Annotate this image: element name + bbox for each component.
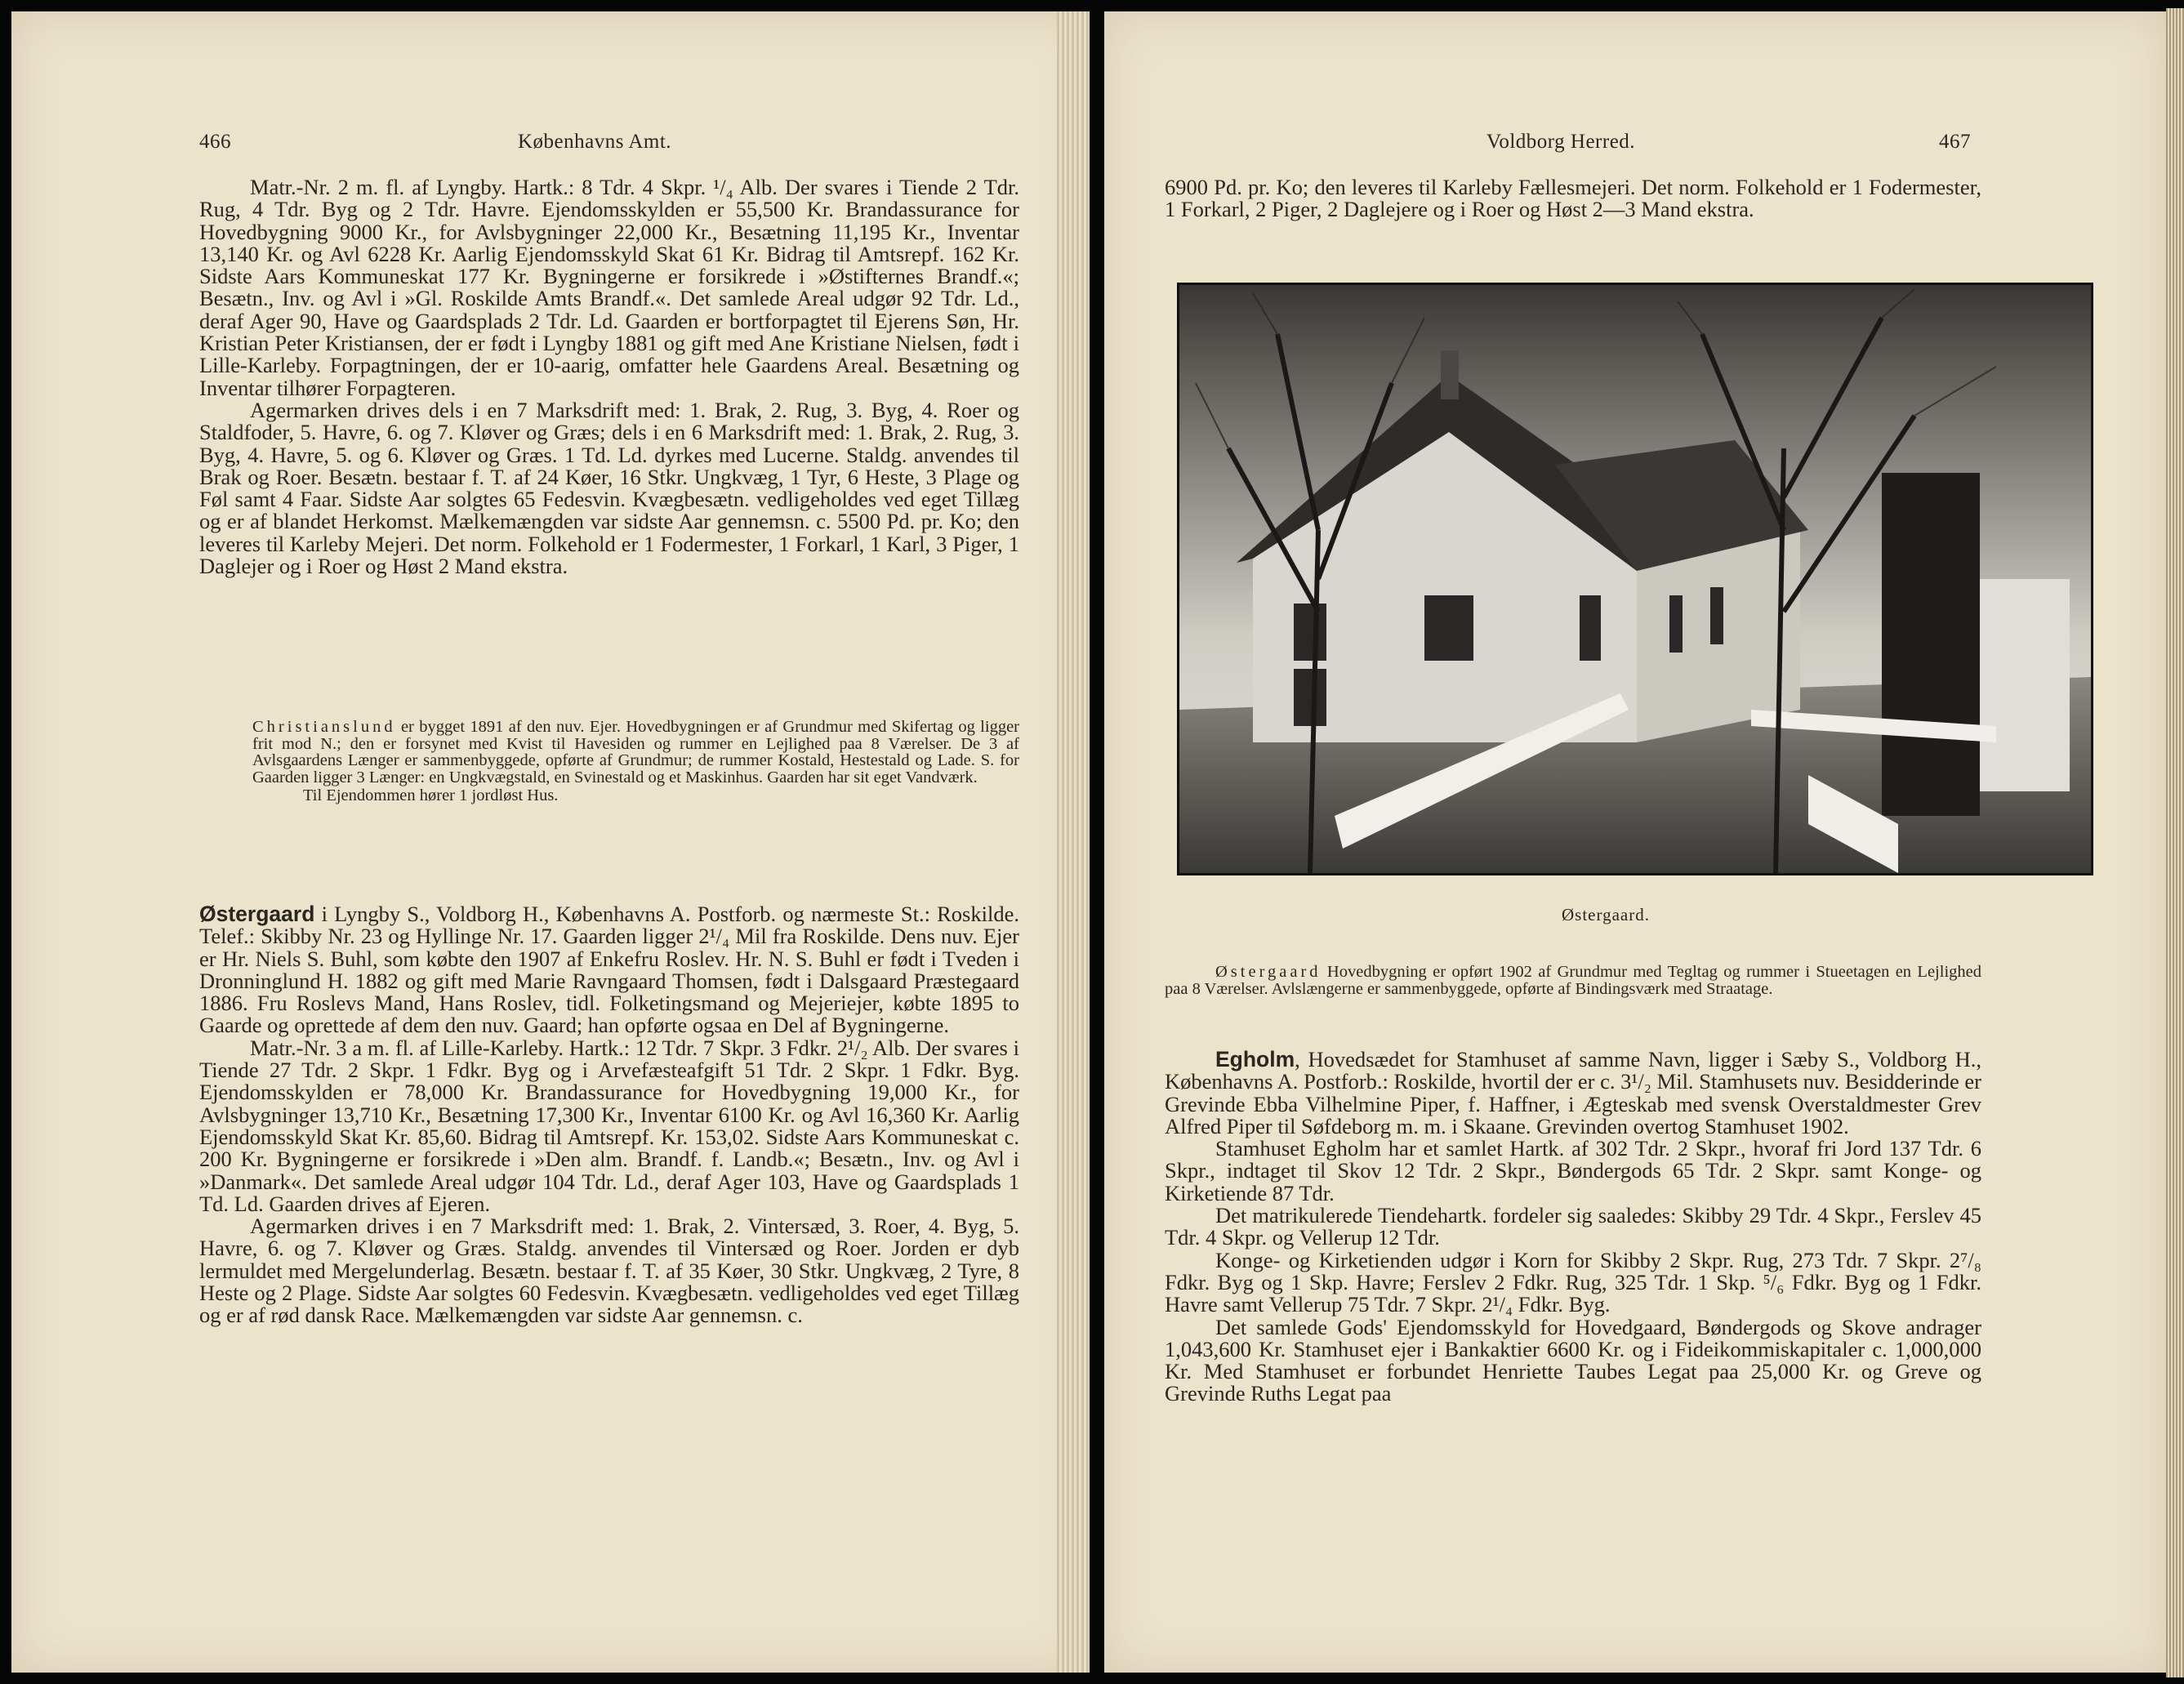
paragraph: i Lyngby S., Voldborg H., Københavns A. Postforb. og nærmeste St.: Roskilde. Telef.: Skibby Nr. 23 og Hyllinge Nr. 17. Gaarden ligger 2¹/₄ Mil fra Roskilde. Dens nuv. Ejer er Hr. Niels S. Buhl, som købte den 1907 af Enkefru Roslev. Hr. N. S. Buhl er født i Tveden i Dronninglund H. 1882 og gift med Marie Ravngaard Thomsen, født i Dalsgaard Præstegaard 1886. Fru Roslevs Mand, Hans Roslev, tidl. Folketingsmand og Mejeriejer, købte 1895 to Gaarde og oprettede af dem den nuv. Gaard; han opførte ogsaa en Del af Bygningerne. [199, 902, 1019, 1038]
right-page [1104, 11, 2166, 1673]
small-text: Hovedbygning er opført 1902 af Grundmur med Tegltag og rummer i Stueetagen en Lejlighed paa 8 Værelser. Avlslængerne er sammenbyggede, opførte af Bindingsværk med Straatage. [1165, 963, 1981, 998]
running-head: Voldborg Herred. [1486, 131, 1636, 153]
body-text-2 [199, 903, 1019, 1327]
paragraph: Agermarken drives dels i en 7 Marksdrift med: 1. Brak, 2. Rug, 3. Byg, 4. Roer og Staldfoder, 5. Havre, 6. og 7. Kløver og Græs; dels i en 6 Marksdrift med: 1. Brak, 2. Rug, 3. Byg, 4. Havre, 5. og 6. Kløver og Græs. 1 Td. Ld. dyrkes med Lucerne. Staldg. anvendes til Brak og Roer. Besætn. bestaar f. T. af 24 Køer, 16 Stkr. Ungkvæg, 1 Tyr, 6 Heste, 3 Plage og Føl samt 4 Faar. Sidste Aar solgtes 65 Fedesvin. Kvægbesætn. vedligeholdes ved eget Tillæg og er af blandet Herkomst. Mælkemængden var sidste Aar gennemsn. c. 5500 Pd. pr. Ko; den leveres til Karleby Mejeri. Det norm. Folkehold er 1 Fodermester, 1 Forkarl, 1 Karl, 3 Piger, 1 Daglejer og i Roer og Høst 2 Mand ekstra. [199, 397, 1019, 579]
photo-caption: Østergaard. [1562, 905, 1650, 924]
page-number: 466 [199, 131, 231, 153]
estate-heading: Egholm [1215, 1047, 1295, 1071]
paragraph: Konge- og Kirketienden udgør i Korn for Skibby 2 Skpr. Rug, 273 Tdr. 7 Skpr. 2⁷/₈ Fdkr. Byg og 1 Skp. Havre; Ferslev 2 Fdkr. Rug, 325 Tdr. 1 Skp. ⁵/₆ Fdkr. Byg og 1 Fdkr. Havre samt Vellerup 75 Tdr. 7 Skpr. 2¹/₄ Fdkr. Byg. [1165, 1247, 1981, 1317]
paragraph: Det matrikulerede Tiendehartk. fordeler sig saaledes: Skibby 29 Tdr. 4 Skpr., Ferslev 45 Tdr. 4 Skpr. og Vellerup 12 Tdr. [1165, 1203, 1981, 1250]
paragraph: Matr.-Nr. 2 m. fl. af Lyngby. Hartk.: 8 Tdr. 4 Skpr. ¹/₄ Alb. Der svares i Tiende 2 Tdr. Rug, 4 Tdr. Byg og 2 Tdr. Havre. Ejendomsskylden er 55,500 Kr. Brandassurance for Hovedbygning 9000 Kr., for Avlsbygninger 22,000 Kr., Besætning 11,195 Kr., Inventar 13,140 Kr. og Avl 6228 Kr. Aarlig Ejendomsskyld Skat 61 Kr. Bidrag til Amtsrepf. 162 Kr. Sidste Aars Kommuneskat 177 Kr. Bygningerne er forsikrede i »Østifternes Brandf.«; Besætn., Inv. og Avl i »Gl. Roskilde Amts Brandf.«. Det samlede Areal udgør 92 Tdr. Ld., deraf Ager 90, Have og Gaardsplads 2 Tdr. Ld. Gaarden er bortforpagtet til Ejerens Søn, Hr. Kristian Peter Kristiansen, der er født i Lyngby 1881 og gift med Ane Kristiane Nielsen, født i Lille-Karleby. Forpagtningen, der er 10-aarig, omfatter hele Gaardens Areal. Besætning og Inventar tilhører Forpagteren. [199, 175, 1019, 400]
photo-image [1179, 285, 2091, 873]
page-edges [2166, 8, 2184, 1677]
small-text: Til Ejendommen hører 1 jordløst Hus. [303, 786, 559, 804]
body-text-1 [199, 176, 1019, 577]
paragraph: Stamhuset Egholm har et samlet Hartk. af 302 Tdr. 2 Skpr., hvoraf fri Jord 137 Tdr. 6 Skpr., indtaget til Skov 12 Tdr. 2 Skpr., Bøndergods 65 Tdr. 2 Skpr. samt Konge- og Kirketiende 87 Tdr. [1165, 1136, 1981, 1205]
paragraph: Agermarken drives i en 7 Marksdrift med: 1. Brak, 2. Vintersæd, 3. Roer, 4. Byg, 5. Havre, 6. og 7. Kløver og Græs. Staldg. anvendes til Vintersæd og Roer. Jorden er dyb lermuldet med Mergelunderlag. Besætn. bestaar f. T. af 35 Køer, 30 Stkr. Ungkvæg, 2 Tyre, 8 Heste og 2 Plage. Sidste Aar solgtes 60 Fedesvin. Kvægbesætn. vedligeholdes ved eget Tillæg og er af rød dansk Race. Mælkemængden var sidste Aar gennemsn. c. [199, 1214, 1019, 1328]
paragraph: , Hovedsædet for Stamhuset af samme Navn, ligger i Sæby S., Voldborg H., Københavns A. Postforb.: Roskilde, hvortil der er c. 3¹/₂ Mil. Stamhusets nuv. Besidderinde er Grevinde Ebba Vilhelmine Piper, f. Haffner, i Ægteskab med svensk Overstaldmester Grev Alfred Piper til Søfdeborg m. m. i Skaane. Grevinden overtog Stamhuset 1902. [1165, 1047, 1981, 1138]
running-head: Københavns Amt. [518, 131, 672, 153]
estate-heading: Østergaard [199, 902, 315, 926]
small-print [1165, 964, 1981, 997]
small-text: er bygget 1891 af den nuv. Ejer. Hovedbygningen er af Grundmur med Skifertag og ligger frit mod N.; den er forsynet med Kvist til Havesiden og rummer en Lejlighed paa 8 Værelser. De 3 af Avlsgaardens Længer er sammenbyggede, opførte af Grundmur; de rummer Kostald, Hestestald og Lade. S. for Gaarden ligger 3 Længer: en Ungkvægstald, en Svinestald og et Maskinhus. Gaarden har sit eget Vandværk. [252, 718, 1019, 786]
estate-name: Østergaard [1215, 963, 1322, 981]
continuation-text [1165, 176, 1981, 221]
paragraph: 6900 Pd. pr. Ko; den leveres til Karleby Fællesmejeri. Det norm. Folkehold er 1 Fodermester, 1 Forkarl, 2 Piger, 2 Daglejere og i Roer og Høst 2—3 Mand ekstra. [1165, 175, 1981, 222]
page-number: 467 [1939, 131, 1971, 153]
estate-photograph [1177, 283, 2093, 875]
left-page [11, 11, 1090, 1673]
paragraph: Det samlede Gods' Ejendomsskyld for Hovedgaard, Bøndergods og Skove andrager 1,043,600 Kr. Stamhuset ejer i Bankaktier 6600 Kr. og i Fideikommiskapitaler c. 1,000,000 Kr. Med Stamhuset er forbundet Henriette Taubes Legat paa 25,000 Kr. og Greve og Grevinde Ruths Legat paa [1165, 1314, 1981, 1406]
small-print [252, 719, 1019, 804]
binding-gutter [1057, 11, 1090, 1673]
estate-name: Christianslund [252, 718, 396, 736]
paragraph: Matr.-Nr. 3 a m. fl. af Lille-Karleby. Hartk.: 12 Tdr. 7 Skpr. 3 Fdkr. 2¹/₂ Alb. Der svares i Tiende 27 Tdr. 2 Skpr. 1 Fdkr. Byg og i Arvefæsteafgift 51 Tdr. 2 Skpr. 1 Fdkr. Byg. Ejendomsskylden er 78,000 Kr. Brandassurance for Hovedbygning 19,000 Kr., for Avlsbygninger 13,710 Kr., Besætning 17,300 Kr., Inventar 6100 Kr. og Avl 16,360 Kr. Aarlig Ejendomsskyld Skat Kr. 85,60. Bidrag til Amtsrepf. Kr. 153,02. Sidste Aars Kommuneskat c. 200 Kr. Bygningerne er forsikrede i »Den alm. Brandf. f. Landb.«; Besætn., Inv. og Avl i »Danmark«. Det samlede Areal udgør 104 Tdr. Ld., deraf Ager 103, Have og Gaardsplads 1 Td. Ld. Gaarden drives af Ejeren. [199, 1035, 1019, 1216]
body-text-3 [1165, 1049, 1981, 1406]
